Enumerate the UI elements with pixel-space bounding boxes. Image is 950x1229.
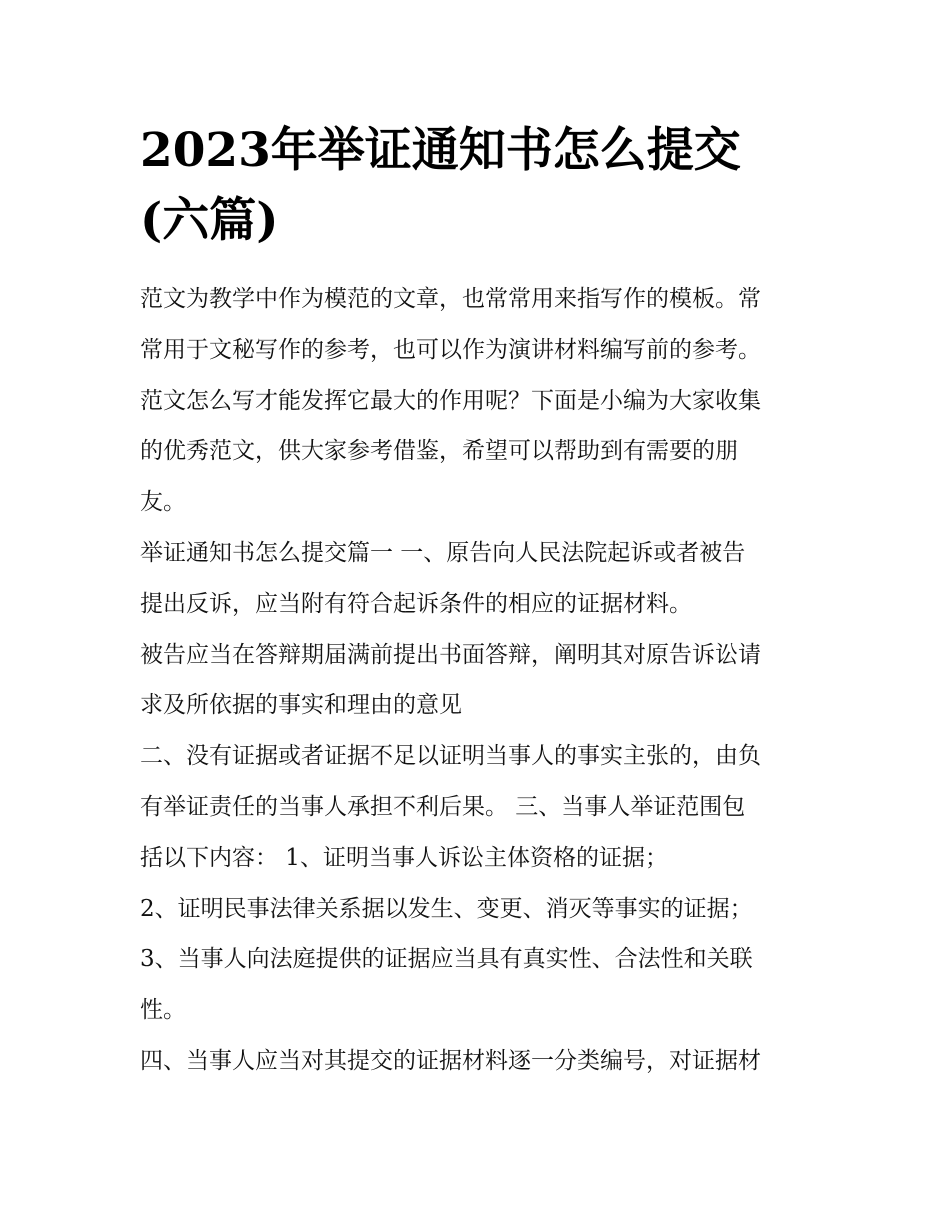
body-line: 的优秀范文，供大家参考借鉴，希望可以帮助到有需要的朋 bbox=[140, 438, 738, 465]
body-line: 有举证责任的当事人承担不利后果。 三、当事人举证范围包 bbox=[140, 793, 746, 820]
body-line: 二、没有证据或者证据不足以证明当事人的事实主张的，由负 bbox=[140, 743, 761, 770]
title-line-1: 2023年举证通知书怎么提交 bbox=[140, 123, 741, 178]
body-line: 性。 bbox=[140, 997, 186, 1024]
body-line: 举证通知书怎么提交篇一 一、原告向人民法院起诉或者被告 bbox=[140, 539, 746, 566]
body-line: 友。 bbox=[140, 489, 186, 516]
document-title bbox=[140, 116, 820, 256]
body-line: 求及所依据的事实和理由的意见 bbox=[140, 692, 462, 719]
body-line: 提出反诉，应当附有符合起诉条件的相应的证据材料。 bbox=[140, 590, 692, 617]
body-line: 被告应当在答辩期届满前提出书面答辩，阐明其对原告诉讼请 bbox=[140, 641, 761, 668]
body-line: 3、当事人向法庭提供的证据应当具有真实性、合法性和关联 bbox=[140, 946, 753, 973]
body-line: 括以下内容： 1、证明当事人诉讼主体资格的证据； bbox=[140, 844, 668, 871]
body-line: 范文为教学中作为模范的文章，也常常用来指写作的模板。常 bbox=[140, 286, 761, 312]
document-body bbox=[140, 274, 820, 1087]
body-line: 常用于文秘写作的参考，也可以作为演讲材料编写前的参考。 bbox=[140, 336, 761, 363]
title-line-2: (六篇) bbox=[140, 193, 279, 248]
body-line: 2、证明民事法律关系据以发生、变更、消灭等事实的证据； bbox=[140, 895, 753, 922]
body-line: 四、当事人应当对其提交的证据材料逐一分类编号，对证据材 bbox=[140, 1047, 761, 1074]
document-page bbox=[140, 116, 820, 1087]
body-line: 范文怎么写才能发挥它最大的作用呢？下面是小编为大家收集 bbox=[140, 387, 761, 414]
